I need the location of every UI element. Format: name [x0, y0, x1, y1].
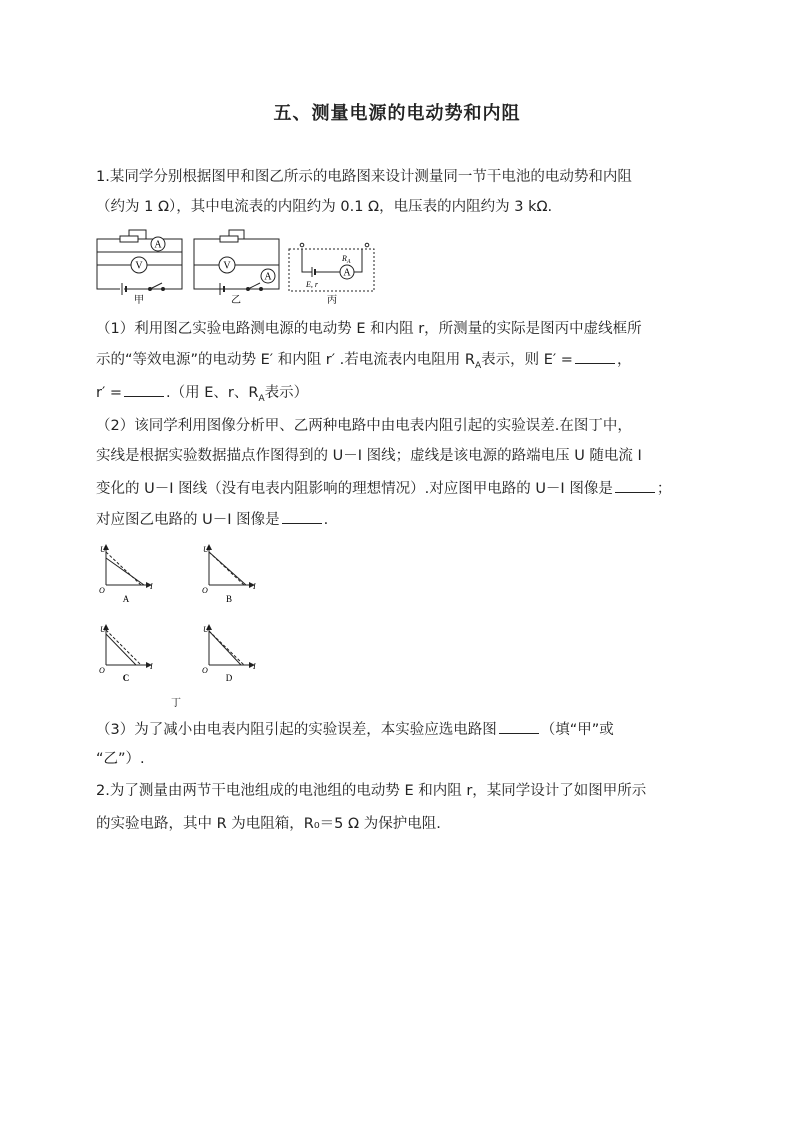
meter-ammeter-yi: A [264, 271, 272, 283]
p3-line-1: （3）为了减小由电表内阻引起的实验误差，本实验应选电路图 （填“甲”或 [96, 719, 614, 740]
bing-er-label: E, r [306, 280, 318, 289]
p2-line-3: 变化的 U－I 图线（没有电表内阻影响的理想情况）.对应图甲电路的 U－I 图像是 ； [96, 478, 671, 499]
p1-line-1: （1）利用图乙实验电路测电源的电动势 E 和内阻 r，所测量的实际是图丙中虚线框所 [96, 321, 642, 337]
graph-label-b: B [225, 594, 233, 604]
graph-c-i: I [150, 662, 153, 671]
answer-blank-jia-graph[interactable] [615, 478, 655, 493]
graph-b-o: O [202, 586, 208, 595]
meter-voltmeter-yi: V [223, 260, 231, 272]
circuit-label-yi: 乙 [231, 295, 241, 306]
answer-blank-choice[interactable] [499, 719, 539, 734]
circuit-label-bing: 丙 [327, 295, 337, 306]
graph-a-o: O [99, 586, 105, 595]
q2-line-2: 的实验电路，其中 R 为电阻箱，R₀＝5 Ω 为保护电阻. [96, 816, 441, 832]
graph-d-o: O [202, 666, 208, 675]
graph-label-c: C [122, 673, 130, 683]
ui-graphs [96, 540, 266, 710]
graph-a-i: I [150, 582, 153, 591]
meter-ammeter-jia: A [154, 239, 162, 251]
meter-voltmeter-jia: V [135, 260, 143, 272]
graph-label-a: A [122, 594, 130, 604]
graph-b-u: U [203, 545, 209, 554]
p1-line-3: r′ = .（用 E、r、$R_A$表示） [96, 382, 308, 409]
p2-line-1: （2）该同学利用图像分析甲、乙两种电路中由电表内阻引起的实验误差.在图丁中， [96, 418, 632, 434]
graph-c-o: O [99, 666, 105, 675]
figure-label-ding: 丁 [171, 698, 181, 709]
answer-blank-e[interactable] [575, 349, 615, 364]
q1-line-2: （约为 1 Ω），其中电流表的内阻约为 0.1 Ω，电压表的内阻约为 3 kΩ. [96, 199, 553, 215]
p2-line-4: 对应图乙电路的 U－I 图像是 . [96, 509, 328, 530]
q1-line-1: 1.某同学分别根据图甲和图乙所示的电路图来设计测量同一节干电池的电动势和内阻 [96, 169, 632, 185]
graph-d-u: U [203, 625, 209, 634]
graph-label-d: D [225, 673, 233, 683]
circuit-label-jia: 甲 [134, 295, 144, 306]
p1-line-2: 示的“等效电源”的电动势 E′ 和内阻 r′ .若电流表内电阻用 $R_A$表示，则 E′ = ， [96, 349, 631, 376]
q2-line-1: 2.为了测量由两节干电池组成的电池组的电动势 E 和内阻 r，某同学设计了如图甲所示 [96, 783, 647, 799]
bing-ra-label: $R_A$ [342, 254, 351, 265]
graph-b-i: I [253, 582, 256, 591]
graph-d-i: I [253, 662, 256, 671]
meter-ammeter-bing: A [343, 267, 351, 279]
p3-line-2: “乙”）. [96, 751, 145, 767]
page-title: 五、测量电源的电动势和内阻 [273, 103, 521, 124]
p2-line-2: 实线是根据实验数据描点作图得到的 U－I 图线；虚线是该电源的路端电压 U 随电流 I [96, 448, 642, 464]
circuit-diagrams [92, 227, 392, 307]
answer-blank-yi-graph[interactable] [282, 509, 322, 524]
answer-blank-r[interactable] [124, 382, 164, 397]
graph-c-u: U [100, 625, 106, 634]
graph-a-u: U [100, 545, 106, 554]
